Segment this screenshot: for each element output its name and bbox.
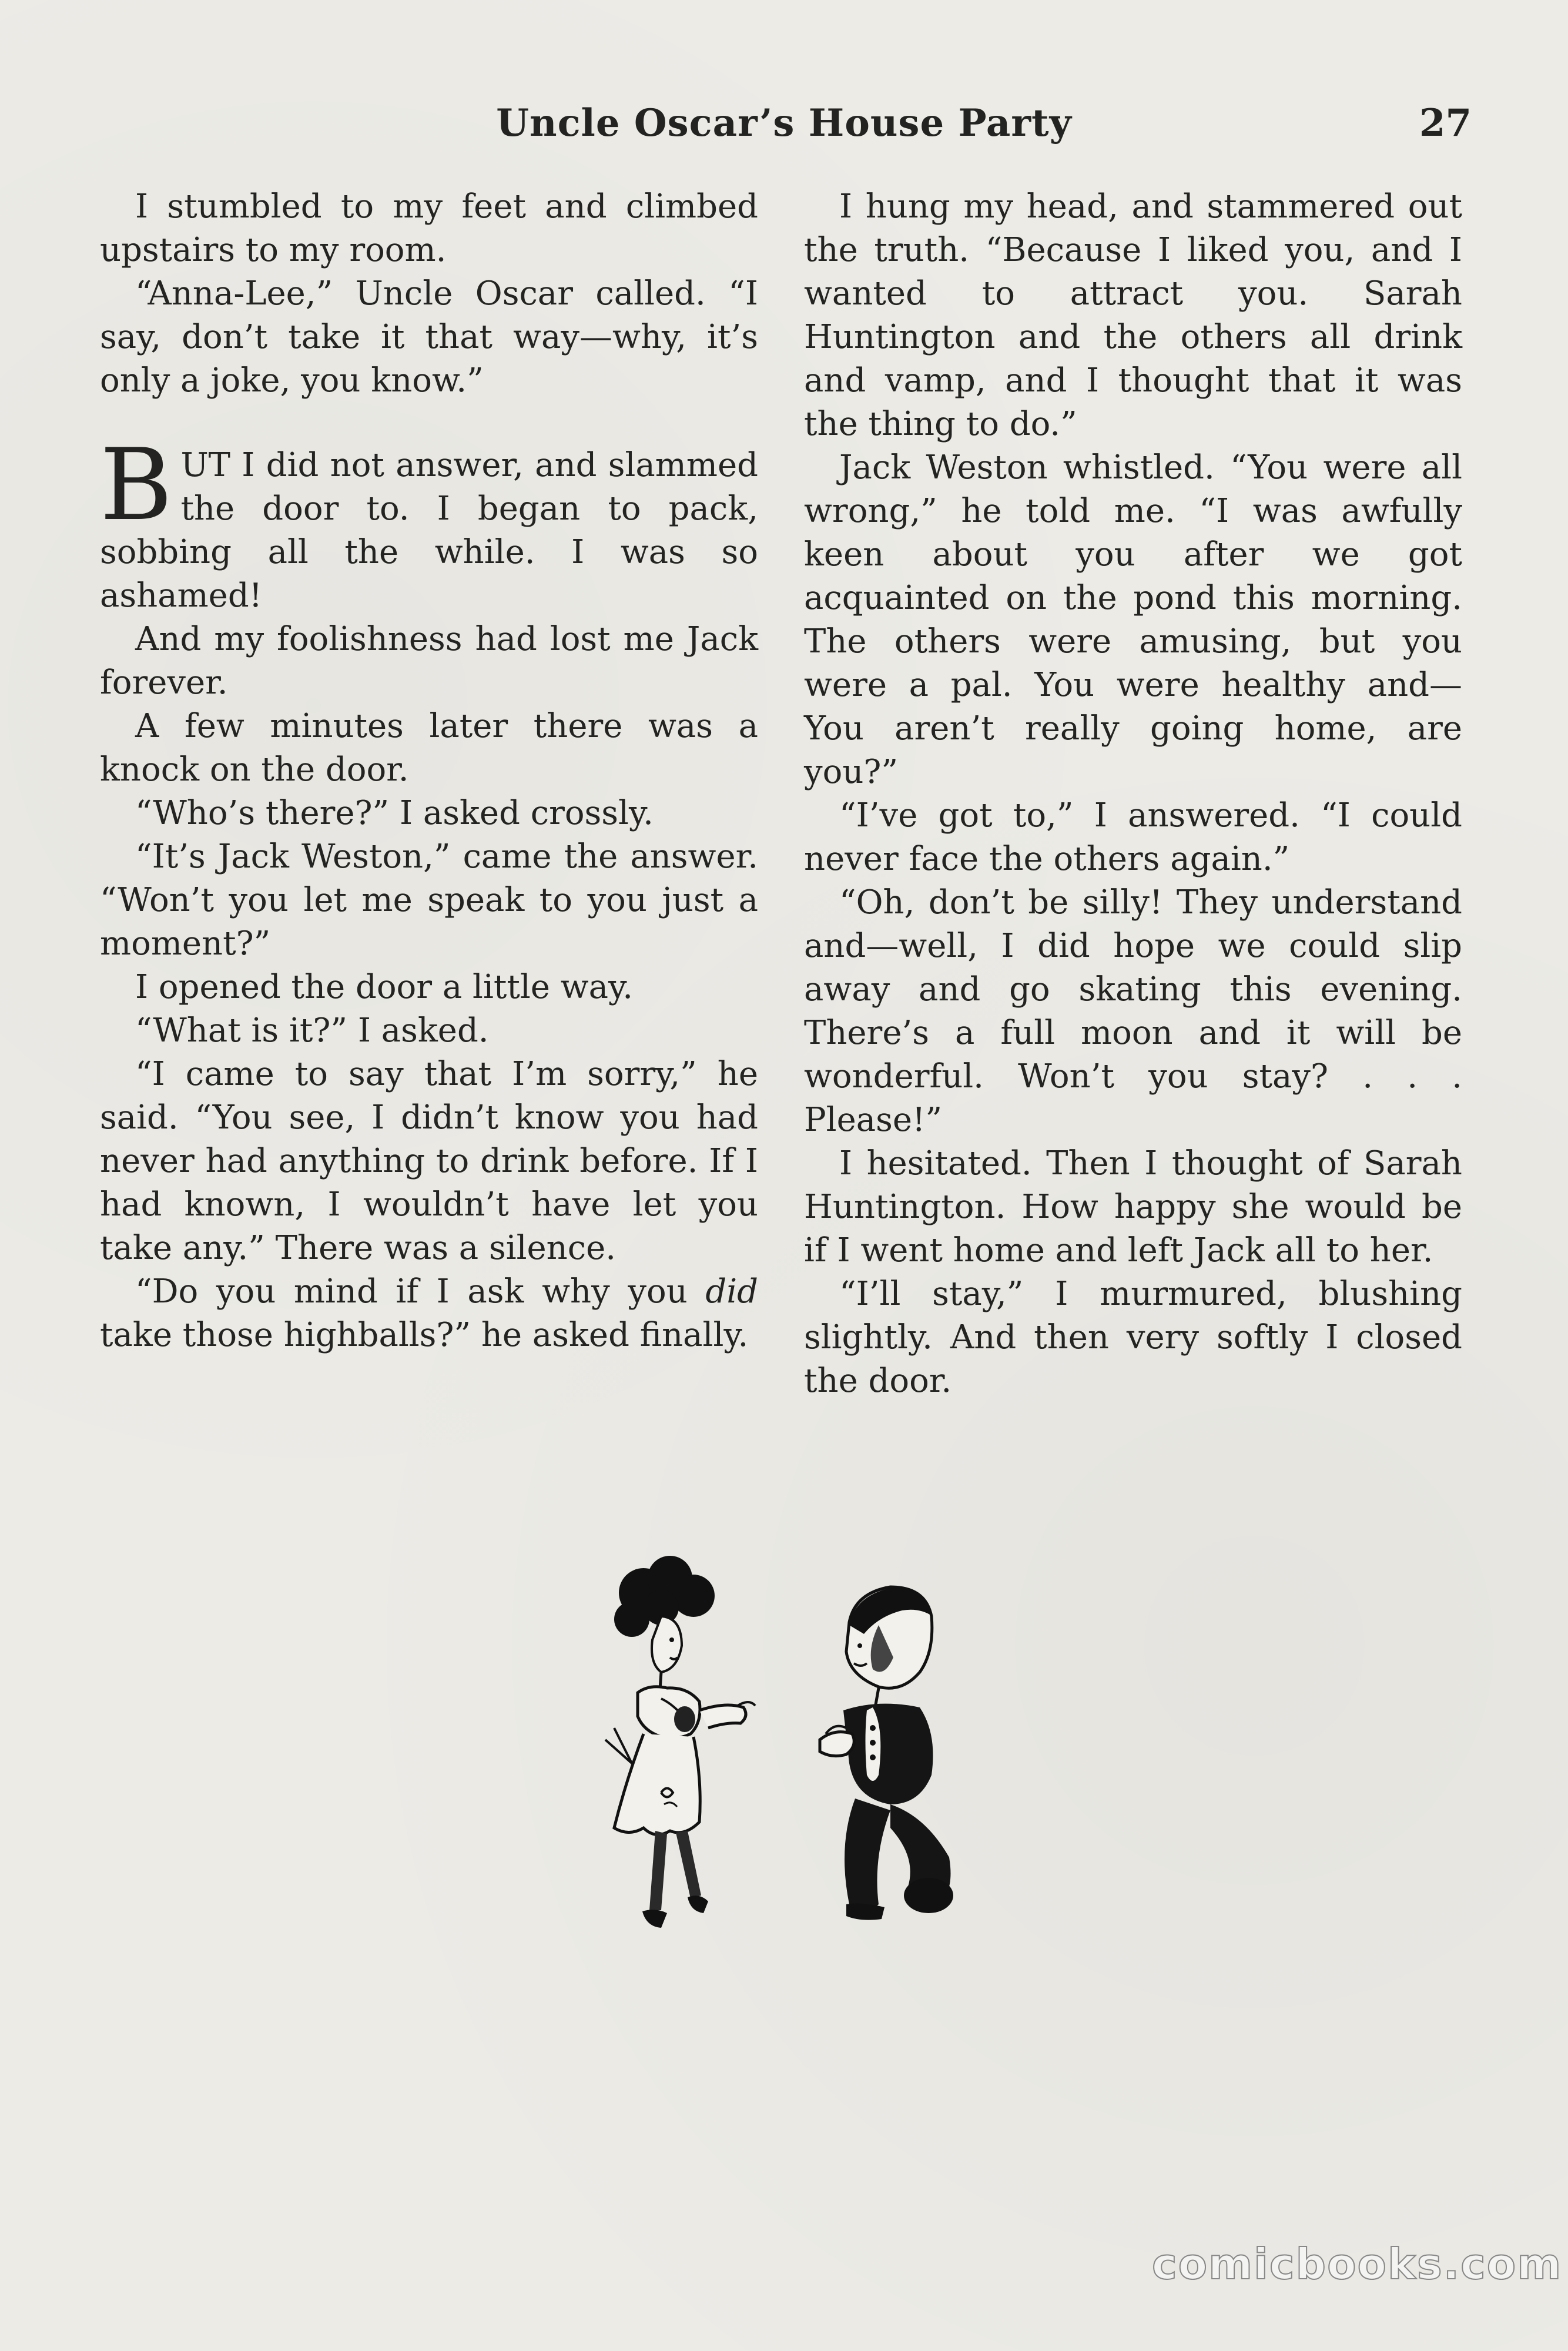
paragraph: “Who’s there?” I asked crossly. bbox=[135, 794, 654, 832]
woman-figure bbox=[605, 1556, 755, 1928]
watermark: comicbooks.com bbox=[1152, 2239, 1563, 2289]
paragraph: “Anna-Lee,” Uncle Oscar called. “I say, don’t take it that way—why, it’s only a joke, you know.” bbox=[100, 274, 758, 400]
paragraph-text: UT I did not answer, and slammed the door to. I began to pack, sobbing all the while. I was so ashamed! bbox=[100, 446, 758, 615]
left-column bbox=[100, 185, 758, 1357]
paragraph-text: “Do you mind if I ask why you bbox=[135, 1272, 706, 1311]
paragraph: “Oh, don’t be silly! They understand and—well, I did hope we could slip away and go skating this evening. There’s a full moon and it will be wonderful. Won’t you stay? . . . Please!” bbox=[804, 883, 1462, 1139]
paragraph: “What is it?” I asked. bbox=[135, 1012, 489, 1050]
paragraph: I hung my head, and stammered out the truth. “Because I liked you, and I wanted to attract you. Sarah Huntington and the others all drink and vamp, and I thought that it was the thing to do.” bbox=[804, 187, 1462, 443]
right-column bbox=[804, 185, 1462, 1403]
paragraph: I opened the door a little way. bbox=[135, 968, 634, 1006]
paragraph: Jack Weston whistled. “You were all wrong,” he told me. “I was awfully keen about you after we got acquainted on the pond this morning. The others were amusing, but you were a pal. You were healthy and— You aren’t really going home, are you?” bbox=[804, 448, 1462, 791]
paragraph: “I came to say that I’m sorry,” he said. “You see, I didn’t know you had never had anything to drink before. If I had known, I wouldn’t have let you take any.” There was a silence. bbox=[100, 1055, 758, 1267]
paragraph: A few minutes later there was a knock on the door. bbox=[100, 707, 758, 789]
couple-illustration bbox=[573, 1552, 1008, 2039]
paragraph: I stumbled to my feet and climbed upstairs to my room. bbox=[100, 187, 758, 269]
drop-cap: B bbox=[100, 427, 173, 542]
paragraph-text: take those highballs?” he asked finally. bbox=[100, 1316, 749, 1354]
paragraph: “I’ve got to,” I answered. “I could never face the others again.” bbox=[804, 796, 1462, 878]
paragraph-with-drop-cap bbox=[100, 427, 758, 618]
man-figure bbox=[820, 1587, 953, 1920]
paragraph: “I’ll stay,” I murmured, blushing slightly. And then very softly I closed the door. bbox=[804, 1275, 1462, 1400]
paragraph: “It’s Jack Weston,” came the answer. “Won’t you let me speak to you just a moment?” bbox=[100, 838, 758, 963]
paragraph: And my foolishness had lost me Jack forever. bbox=[100, 620, 758, 702]
page-number: 27 bbox=[1419, 101, 1472, 145]
running-header-title: Uncle Oscar’s House Party bbox=[496, 101, 1072, 145]
paragraph bbox=[100, 1270, 758, 1357]
paragraph: I hesitated. Then I thought of Sarah Huntington. How happy she would be if I went home and left Jack all to her. bbox=[804, 1144, 1462, 1270]
emphasis-text: did bbox=[705, 1272, 758, 1311]
